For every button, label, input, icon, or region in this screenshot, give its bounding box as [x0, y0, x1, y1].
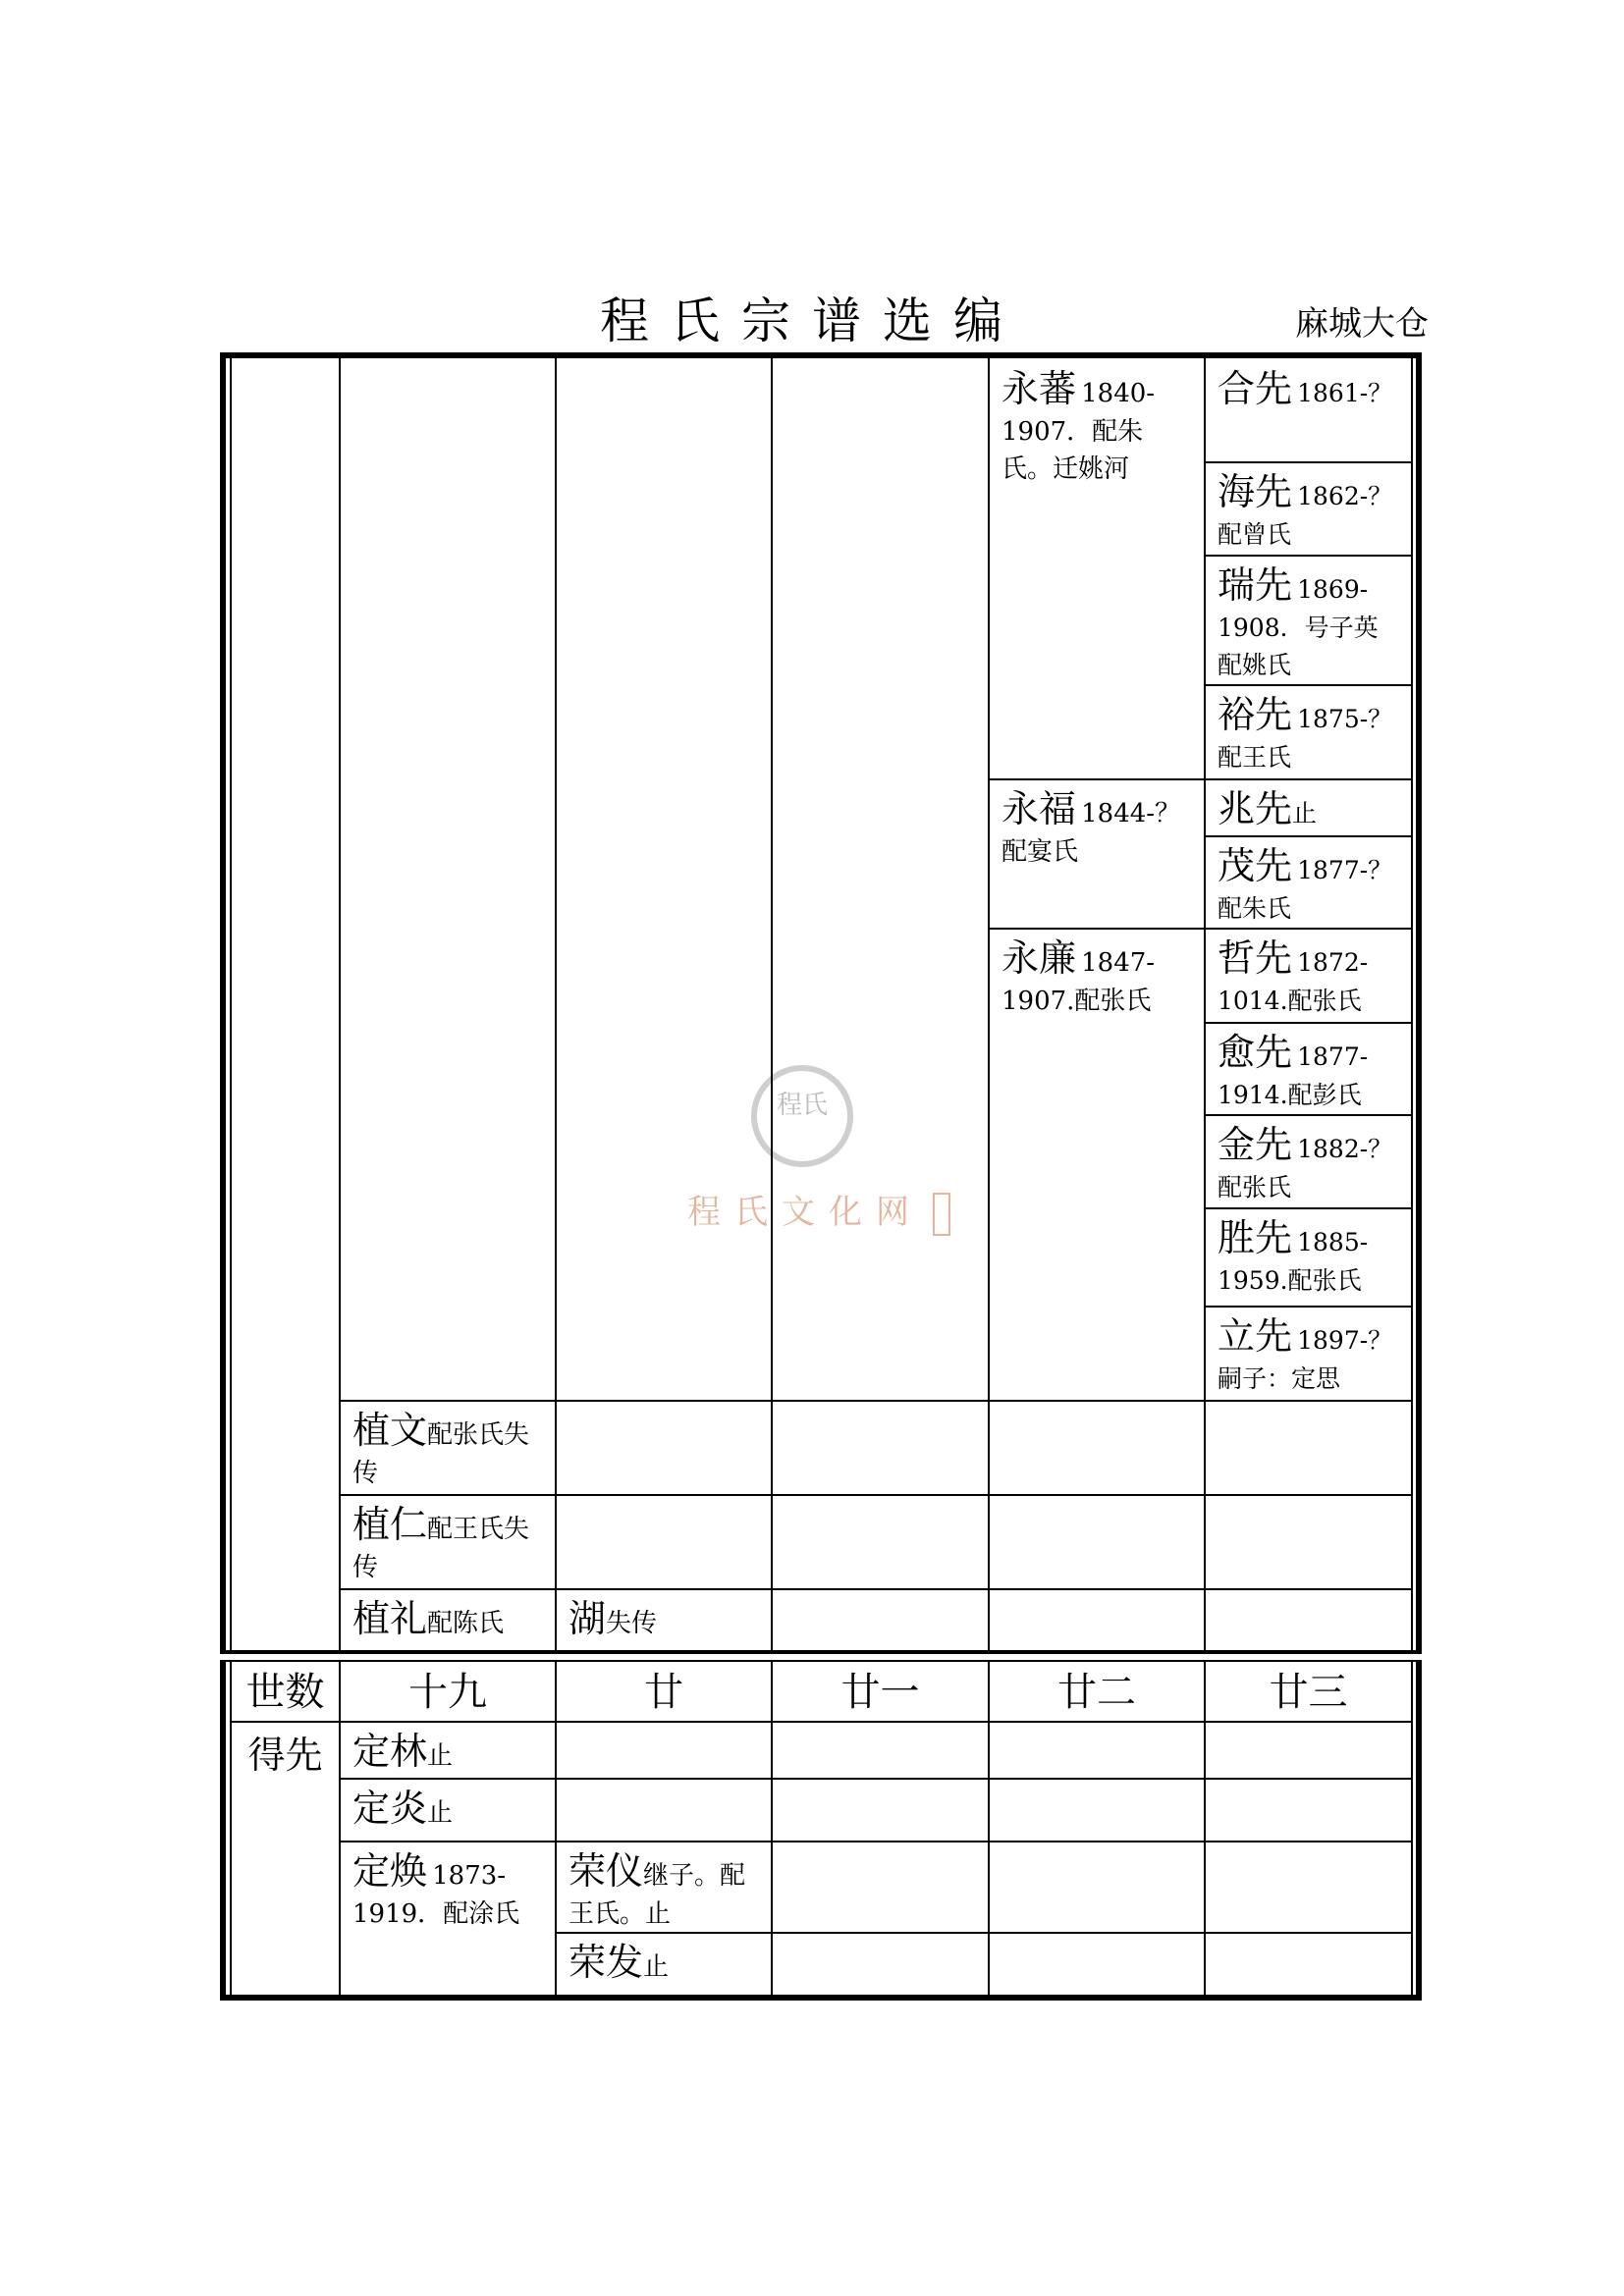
person-name: 裕先 [1218, 693, 1293, 736]
grid-line [771, 358, 773, 1650]
person-name: 胜先 [1218, 1216, 1293, 1259]
generation-entry [557, 1934, 771, 1995]
person-name: 哲先 [1218, 936, 1293, 980]
person-name: 植仁 [352, 1503, 428, 1546]
section-divider [220, 1650, 1422, 1662]
person-note: 止 [643, 1952, 670, 1982]
generation-entry [1206, 686, 1411, 778]
person-name: 永蕃 [1001, 367, 1077, 410]
generation-entry [1206, 837, 1411, 928]
generation-entry [1206, 1116, 1411, 1207]
person-name: 植文 [352, 1409, 428, 1452]
person-note: 1897-？嗣子：定思 [1218, 1326, 1393, 1393]
header-generation-21: 廿一 [840, 1670, 920, 1715]
watermark-text: 程氏文化网 [687, 1193, 923, 1232]
generation-entry [341, 1496, 555, 1588]
branch-subtitle: 麻城大仓 [1295, 304, 1429, 344]
page-title: 程氏宗谱选编 [600, 293, 1024, 349]
person-note: 1862-？配曾氏 [1218, 482, 1393, 549]
person-name: 永福 [1001, 787, 1077, 830]
person-name: 金先 [1218, 1123, 1293, 1166]
generation-entry [341, 1590, 555, 1650]
person-note: 1861-？ [1297, 379, 1393, 407]
generation-entry [990, 930, 1204, 1126]
person-note: 止 [427, 1741, 454, 1771]
header-generation-22: 廿二 [1057, 1670, 1136, 1715]
generation-entry [557, 1590, 771, 1650]
person-name: 定炎 [352, 1787, 428, 1830]
person-note: 止 [1292, 799, 1318, 828]
person-note: 1847-1907.配张氏 [1001, 948, 1156, 1016]
person-name: 兆先 [1218, 787, 1293, 830]
generation-entry [990, 360, 1204, 778]
generation-entry [341, 1780, 555, 1841]
person-note: 1875-？配王氏 [1218, 705, 1393, 772]
person-note: 1872-1014.配张氏 [1218, 948, 1369, 1015]
generation-entry [1206, 360, 1411, 461]
person-name: 永廉 [1001, 936, 1077, 980]
person-name: 合先 [1218, 367, 1293, 410]
generation-entry [1206, 557, 1411, 684]
person-name: 海先 [1218, 470, 1293, 513]
header-generation-23: 廿三 [1269, 1670, 1348, 1715]
watermark-seal-icon: 程氏 [751, 1065, 853, 1167]
person-name: 定焕 [352, 1849, 428, 1893]
header-generation-label: 世数 [245, 1670, 325, 1715]
header-generation-19: 十九 [408, 1670, 487, 1715]
generation-entry [341, 1842, 555, 1995]
person-name: 茂先 [1218, 844, 1293, 887]
grid-line [1411, 358, 1413, 1650]
generation-entry [990, 780, 1204, 928]
person-name: 荣仪 [568, 1849, 644, 1893]
person-name: 愈先 [1218, 1031, 1293, 1074]
person-note: 配张氏失传 [352, 1420, 530, 1488]
person-name: 瑞先 [1218, 563, 1293, 607]
generation-entry [1206, 930, 1411, 1022]
person-note: 1873-1919．配涂氏 [352, 1861, 520, 1929]
person-note: 继子。配王氏。止 [568, 1861, 746, 1929]
watermark-stamp-icon [933, 1193, 950, 1236]
person-note: 配王氏失传 [352, 1515, 530, 1582]
generation-entry [1206, 463, 1411, 555]
person-note: 配陈氏 [427, 1609, 505, 1638]
person-note: 1885-1959.配张氏 [1218, 1228, 1369, 1295]
person-note: 1877-？配朱氏 [1218, 856, 1393, 923]
grid-line [230, 358, 232, 1650]
person-name: 荣发 [568, 1941, 644, 1984]
generation-entry [1206, 1024, 1411, 1114]
person-note: 失传 [606, 1609, 658, 1638]
generation-entry [1206, 1209, 1411, 1306]
grid-line [555, 358, 557, 1650]
person-note: 1882-？配张氏 [1218, 1135, 1393, 1201]
person-note: 1844-？配宴氏 [1001, 799, 1181, 867]
generation-entry [557, 1842, 771, 1932]
ancestor-label: 得先 [247, 1734, 323, 1777]
generation-entry [1206, 1308, 1411, 1400]
generation-entry [341, 1402, 555, 1494]
person-name: 湖 [568, 1597, 607, 1640]
person-name: 立先 [1218, 1314, 1293, 1358]
generation-entry [341, 1723, 555, 1778]
generation-entry [1206, 780, 1411, 835]
header-generation-20: 廿 [644, 1670, 683, 1715]
person-note: 1840-1907．配朱氏。迁姚河 [1001, 379, 1156, 484]
person-note: 1869-1908．号子英配姚氏 [1218, 575, 1379, 679]
person-note: 1877-1914.配彭氏 [1218, 1042, 1369, 1109]
person-name: 植礼 [352, 1597, 428, 1640]
person-name: 定林 [352, 1730, 428, 1773]
person-note: 止 [427, 1798, 454, 1828]
grid-line [1411, 1662, 1413, 1995]
